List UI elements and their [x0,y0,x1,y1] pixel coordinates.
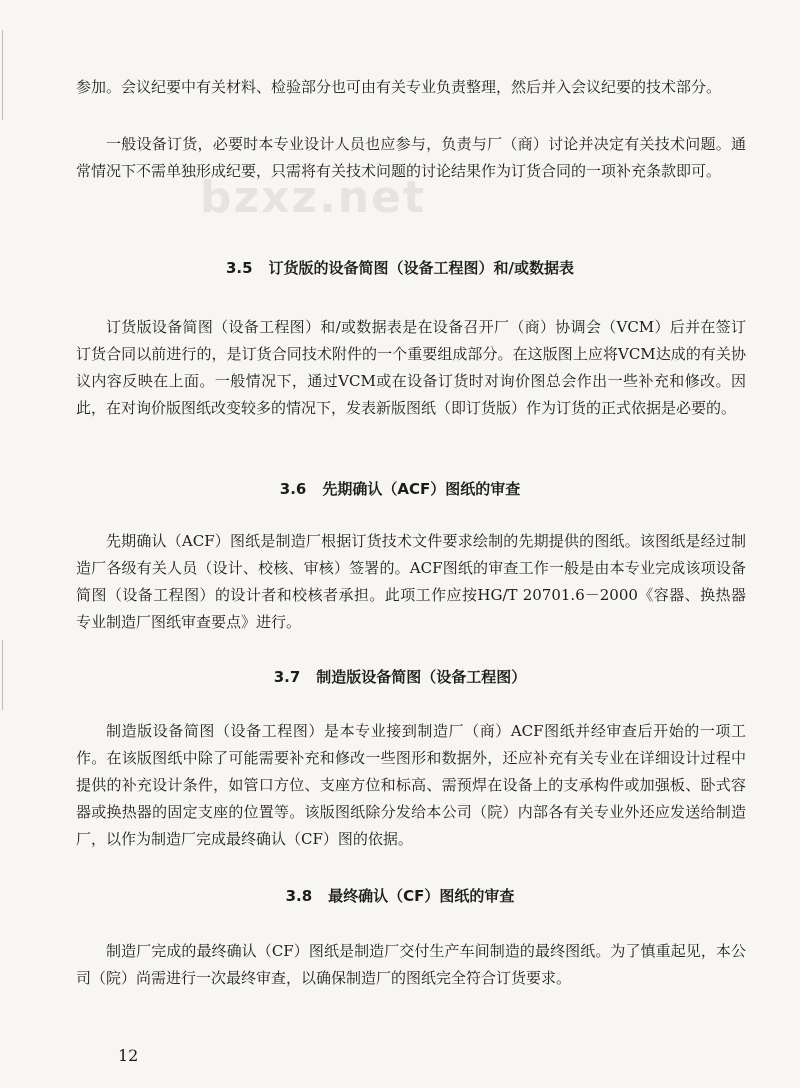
section-number: 3.5 [225,259,253,277]
section-title: 先期确认（ACF）图纸的审查 [322,480,521,498]
section-heading-3-7 [0,666,800,687]
section-number: 3.8 [285,887,313,905]
paragraph-2: 一般设备订货，必要时本专业设计人员也应参与，负责与厂（商）讨论并决定有关技术问题。通常情况下不需单独形成纪要，只需将有关技术问题的讨论结果作为订货合同的一项补充条款即可。 [76,135,746,180]
section-heading-3-6 [0,478,800,499]
paragraph-3: 订货版设备简图（设备工程图）和/或数据表是在设备召开厂（商）协调会（VCM）后并在签订订货合同以前进行的，是订货合同技术附件的一个重要组成部分。在这版图上应将VCM达成的有关协议内容反映在上面。一般情况下，通过VCM或在设备订货时对询价图总会作出一些补充和修改。因此，在对询价版图纸改变较多的情况下，发表新版图纸（即订货版）作为订货的正式依据是必要的。 [76,318,746,417]
section-heading-3-8 [0,885,800,906]
section-number: 3.7 [273,668,301,686]
section-title: 订货版的设备简图（设备工程图）和/或数据表 [268,259,575,277]
page-number: 12 [118,1046,139,1065]
paragraph-4: 先期确认（ACF）图纸是制造厂根据订货技术文件要求绘制的先期提供的图纸。该图纸是经过制造厂各级有关人员（设计、校核、审核）签署的。ACF图纸的审查工作一般是由本专业完成该项设备简图（设备工程图）的设计者和校核者承担。此项工作应按HG/T 20701.6－2000《容器、换热器专业制造厂图纸审查要点》进行。 [76,532,746,631]
section-number: 3.6 [279,480,307,498]
paragraph-6: 制造厂完成的最终确认（CF）图纸是制造厂交付生产车间制造的最终图纸。为了慎重起见，本公司（院）尚需进行一次最终审查，以确保制造厂的图纸完全符合订货要求。 [76,942,746,987]
paragraph-5: 制造版设备简图（设备工程图）是本专业接到制造厂（商）ACF图纸并经审查后开始的一项工作。在该版图纸中除了可能需要补充和修改一些图形和数据外，还应补充有关专业在详细设计过程中提供的补充设计条件，如管口方位、支座方位和标高、需预焊在设备上的支承构件或加强板、卧式容器或换热器的固定支座的位置等。该版图纸除分发给本公司（院）内部各有关专业外还应发送给制造厂，以作为制造厂完成最终确认（CF）图的依据。 [76,722,746,848]
section-heading-3-5 [0,257,800,278]
paragraph-1: 参加。会议纪要中有关材料、检验部分也可由有关专业负责整理，然后并入会议纪要的技术部分。 [76,78,722,96]
scan-edge-mark [2,30,3,120]
section-title: 最终确认（CF）图纸的审查 [328,887,515,905]
section-title: 制造版设备简图（设备工程图） [316,668,527,686]
watermark: bzxz.net [200,172,427,223]
